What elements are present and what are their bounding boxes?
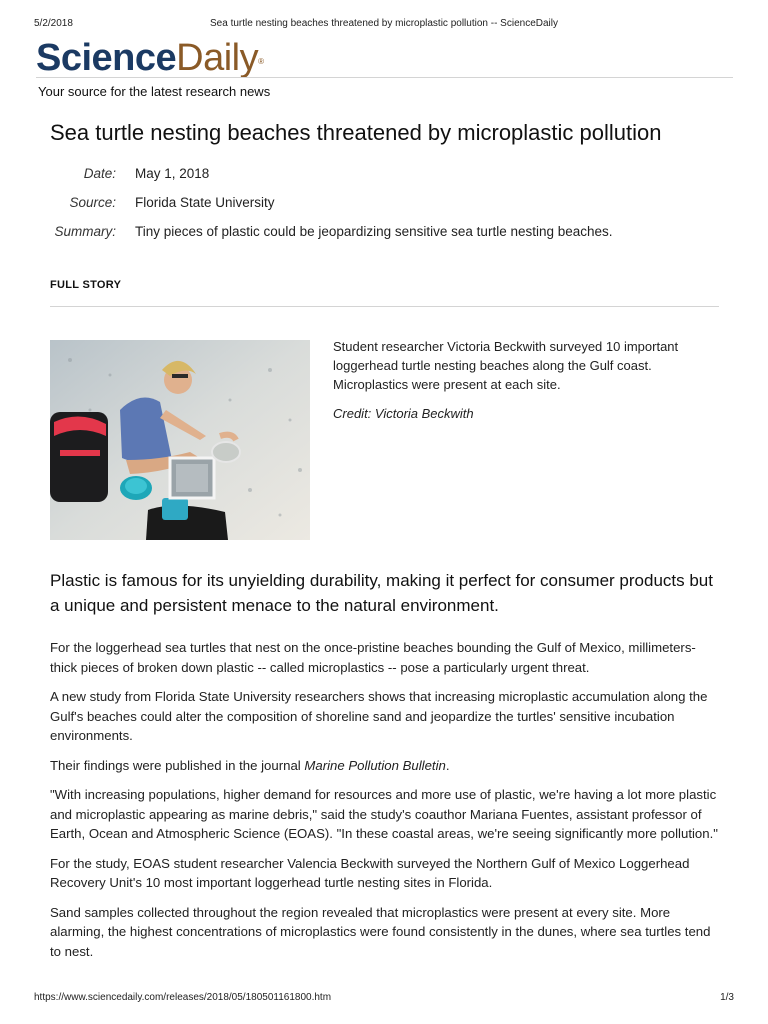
print-page-title: Sea turtle nesting beaches threatened by microplastic pollution -- ScienceDaily <box>210 18 558 29</box>
meta-summary <box>50 224 730 253</box>
body-paragraph: A new study from Florida State University researchers shows that increasing microplastic accumulation along the Gulf's beaches could alter the composition of shoreline sand and jeopardize the turtles' sensitive incubation environments. <box>50 689 708 743</box>
print-header <box>34 18 734 32</box>
article-meta <box>50 166 730 253</box>
print-footer <box>34 992 734 1006</box>
tagline: Your source for the latest research news <box>38 84 271 99</box>
logo-registered-mark: ® <box>258 57 264 66</box>
print-date: 5/2/2018 <box>34 18 73 29</box>
body-paragraph: "With increasing populations, higher demand for resources and more use of plastic, we're having a lot more plastic and microplastic appearing as marine debris," said the study's coauthor Mariana Fuentes, assistant professor of Earth, Ocean and Atmospheric Science (EOAS). "In these coastal areas, we're seeing significantly more pollution." <box>50 787 718 841</box>
sciencedaily-logo[interactable] <box>36 36 264 80</box>
article-photo[interactable] <box>50 340 310 540</box>
body-paragraph: Sand samples collected throughout the region revealed that microplastics were present at every site. More alarming, the highest concentrations of microplastics were found consistently in the dunes, where sea turtles tend to nest. <box>50 904 711 959</box>
article-body <box>50 638 722 971</box>
image-caption-block <box>333 337 718 423</box>
story-divider <box>50 306 719 307</box>
body-paragraph: For the loggerhead sea turtles that nest on the once-pristine beaches bounding the Gulf of Mexico, millimeters-thick pieces of broken down plastic -- called microplastics -- pose a particularly urgent threat. <box>50 640 696 675</box>
image-caption: Student researcher Victoria Beckwith surveyed 10 important loggerhead turtle nesting beaches along the Gulf coast. Microplastics were present at each site. <box>333 339 679 392</box>
logo-daily: Daily <box>176 37 259 79</box>
beach-researcher-photo <box>50 340 310 540</box>
article-headline: Sea turtle nesting beaches threatened by microplastic pollution <box>50 120 662 145</box>
print-page-number: 1/3 <box>720 992 734 1003</box>
journal-name: Marine Pollution Bulletin <box>304 757 446 773</box>
meta-date-label: Date: <box>83 166 116 181</box>
meta-date <box>50 166 730 195</box>
body-paragraph <box>50 756 722 776</box>
paragraph-text: Their findings were published in the journal <box>50 757 305 773</box>
logo-science: Science <box>36 37 177 79</box>
paragraph-text: . <box>445 757 450 773</box>
body-paragraph: For the study, EOAS student researcher Valencia Beckwith surveyed the Northern Gulf of Mexico Loggerhead Recovery Unit's 10 most important loggerhead turtle nesting sites in Florida. <box>50 855 690 890</box>
meta-summary-value: Tiny pieces of plastic could be jeopardizing sensitive sea turtle nesting beaches. <box>135 224 613 239</box>
meta-source <box>50 195 730 224</box>
meta-source-label: Source: <box>69 195 116 210</box>
full-story-label: FULL STORY <box>50 279 122 291</box>
print-url[interactable]: https://www.sciencedaily.com/releases/2018/05/180501161800.htm <box>34 992 332 1003</box>
meta-date-value: May 1, 2018 <box>135 166 210 181</box>
article-lede: Plastic is famous for its unyielding durability, making it perfect for consumer products but a unique and persistent menace to the natural environment. <box>50 571 713 615</box>
logo-divider <box>36 77 733 78</box>
meta-source-value: Florida State University <box>135 195 275 210</box>
meta-summary-label: Summary: <box>54 224 116 239</box>
image-credit: Credit: Victoria Beckwith <box>333 406 474 421</box>
